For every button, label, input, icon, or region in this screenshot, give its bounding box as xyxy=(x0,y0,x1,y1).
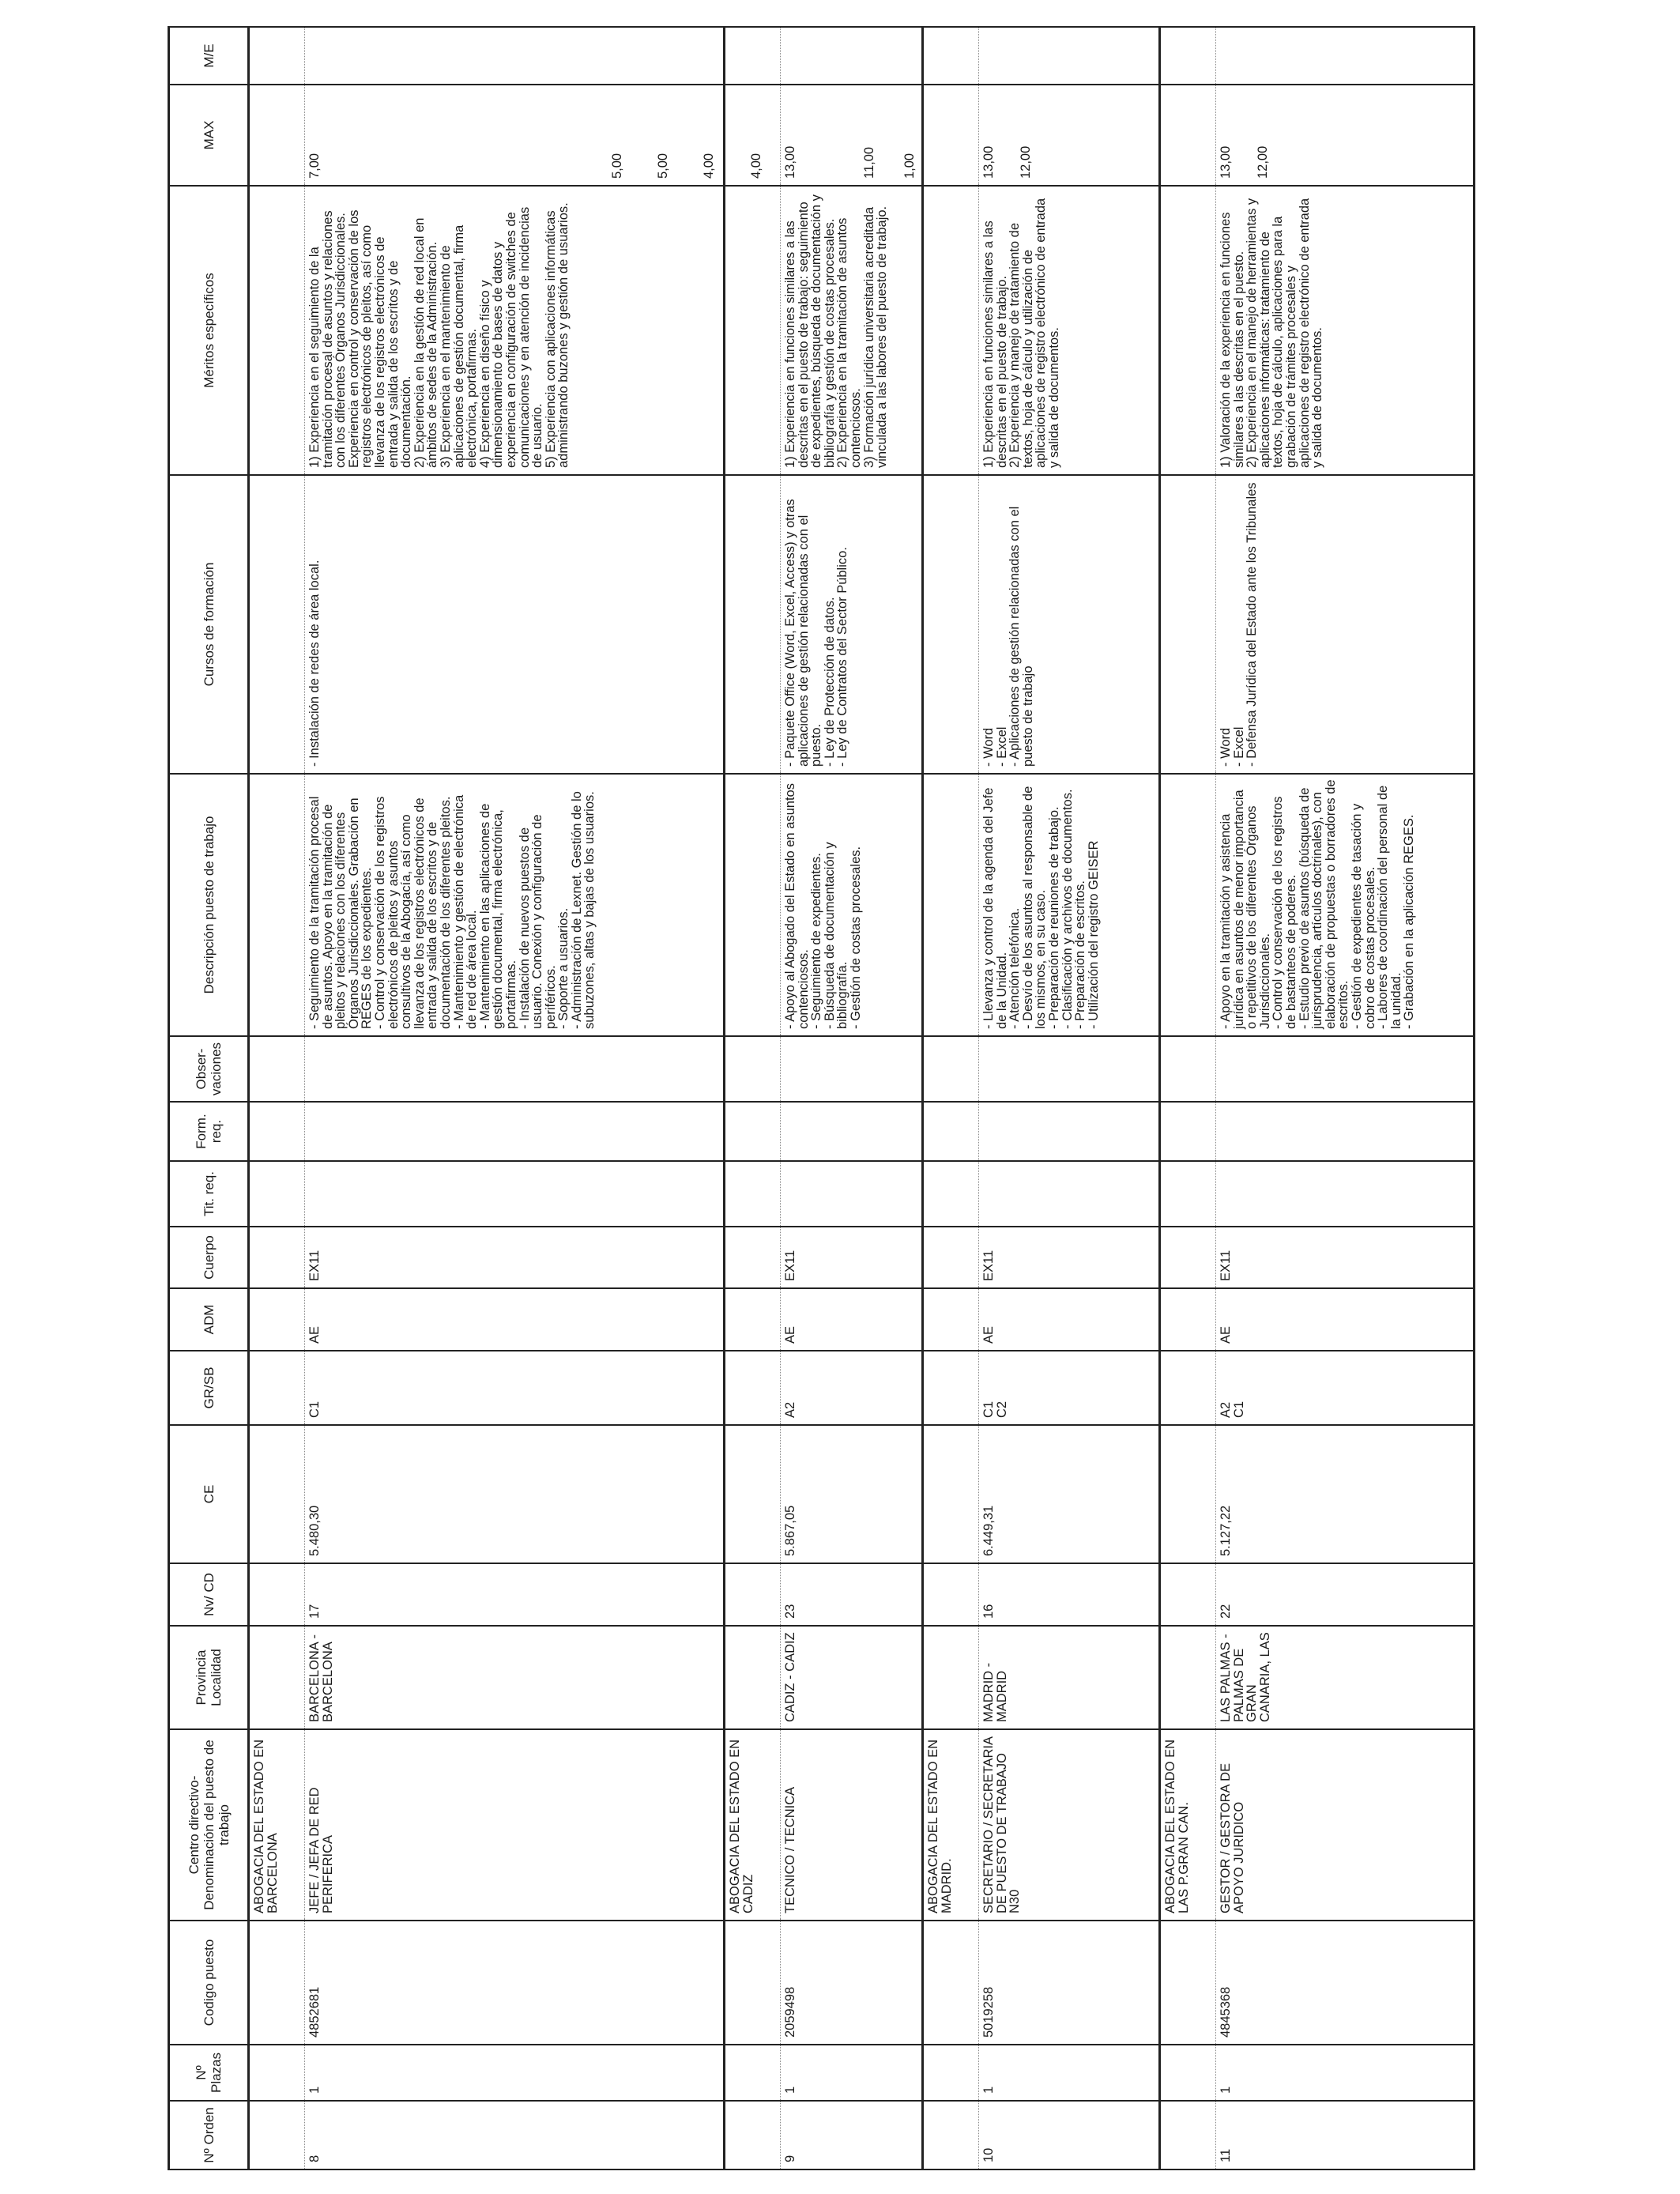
section-cell-me xyxy=(923,27,979,85)
section-cell-max xyxy=(249,85,305,186)
section-cell-cuerpo xyxy=(249,1227,305,1288)
section-cell-descripcion xyxy=(725,774,781,1036)
cell-obs xyxy=(1216,1036,1475,1102)
cell-ce: 6.449,31 xyxy=(979,1425,1160,1563)
header-obs: Obser-vaciones xyxy=(169,1036,249,1102)
cell-orden: 9 xyxy=(781,2101,923,2169)
cell-cuerpo: EX11 xyxy=(781,1227,923,1288)
cell-form xyxy=(1216,1102,1475,1161)
section-cell-tit xyxy=(249,1161,305,1227)
cell-nivel: 22 xyxy=(1216,1563,1475,1626)
puestos-table xyxy=(168,26,1475,2170)
section-cell-cuerpo xyxy=(923,1227,979,1288)
section-cell-grsb xyxy=(249,1351,305,1425)
max-value: 13,00 xyxy=(1219,145,1233,179)
header-provincia: Provincia Localidad xyxy=(169,1626,249,1729)
section-cell-nivel xyxy=(1160,1563,1216,1626)
section-cell-max xyxy=(923,85,979,186)
section-centro-directivo: ABOGACIA DEL ESTADO EN MADRID. xyxy=(923,1729,979,1921)
cell-codigo: 4845368 xyxy=(1216,1921,1475,2045)
section-cell-plazas xyxy=(1160,2045,1216,2101)
section-cell-codigo xyxy=(725,1921,781,2045)
cell-orden: 8 xyxy=(305,2101,725,2169)
cell-obs xyxy=(781,1036,923,1102)
cell-orden: 11 xyxy=(1216,2101,1475,2169)
cell-ce: 5.867,05 xyxy=(781,1425,923,1563)
cell-grsb: A2 C1 xyxy=(1216,1351,1475,1425)
section-cell-codigo xyxy=(1160,1921,1216,2045)
section-cell-tit xyxy=(1160,1161,1216,1227)
header-tit: Tit. req. xyxy=(169,1161,249,1227)
table-row xyxy=(1216,27,1475,2169)
section-cell-form xyxy=(1160,1102,1216,1161)
cell-meritos xyxy=(305,186,725,475)
max-value: 5,00 xyxy=(610,153,624,179)
header-form: Form. req. xyxy=(169,1102,249,1161)
table-row xyxy=(979,27,1160,2169)
header-me: M/E xyxy=(169,27,249,85)
table-row xyxy=(305,27,725,2169)
section-cell-obs xyxy=(725,1036,781,1102)
max-value: 5,00 xyxy=(656,153,670,179)
section-cell-meritos xyxy=(1160,186,1216,475)
section-cell-adm xyxy=(725,1288,781,1351)
cell-max xyxy=(305,85,763,186)
header-grsb: GR/SB xyxy=(169,1351,249,1425)
cell-codigo: 2059498 xyxy=(781,1921,923,2045)
cell-plazas: 1 xyxy=(781,2045,923,2101)
max-value: 4,00 xyxy=(749,153,763,179)
section-cell-form xyxy=(725,1102,781,1161)
section-cell-plazas xyxy=(923,2045,979,2101)
section-cell-provincia xyxy=(1160,1626,1216,1729)
merito-item: 2) Experiencia en la tramitación de asuntos contenciosos. xyxy=(835,217,863,468)
cell-orden: 10 xyxy=(979,2101,1160,2169)
cell-descripcion: - Apoyo en la tramitación y asistencia jurídica en asuntos de menor importancia o repetitivos de los diferentes Órganos Jurisdiccionales. - Control y conservación de los registros de bastanteos de poderes. - Estudio previo de asuntos (búsqueda de jurisprudencia, artículos doctrinales), con elaboración de propuestas o borradores de escritos. - Gestión de expedientes de tasación y cobro de costas procesales. - Labores de coordinación del personal de la unidad. - Grabación en la aplicación REGES. xyxy=(1216,774,1475,1036)
section-cell-obs xyxy=(1160,1036,1216,1102)
cell-form xyxy=(781,1102,923,1161)
cell-form xyxy=(979,1102,1160,1161)
header-orden: Nº Orden xyxy=(169,2101,249,2169)
cell-grsb: A2 xyxy=(781,1351,923,1425)
cell-cursos: - Paquete Office (Word, Excel, Access) y otras aplicaciones de gestión relacionadas con el puesto. - Ley de Protección de datos. - Ley de Contratos del Sector Público. xyxy=(781,475,923,774)
section-cell-plazas xyxy=(249,2045,305,2101)
section-cell-plazas xyxy=(725,2045,781,2101)
section-cell-adm xyxy=(1160,1288,1216,1351)
header-meritos: Méritos específicos xyxy=(169,186,249,475)
cell-adm: AE xyxy=(1216,1288,1475,1351)
cell-cursos: - Instalación de redes de área local. xyxy=(305,475,725,774)
section-cell-meritos xyxy=(923,186,979,475)
cell-form xyxy=(305,1102,725,1161)
cell-max xyxy=(979,85,1160,186)
section-cell-provincia xyxy=(249,1626,305,1729)
section-cell-cursos xyxy=(249,475,305,774)
cell-provincia: BARCELONA - BARCELONA xyxy=(305,1626,725,1729)
cell-tit xyxy=(305,1161,725,1227)
section-cell-ce xyxy=(1160,1425,1216,1563)
cell-provincia: MADRID - MADRID xyxy=(979,1626,1160,1729)
cell-me xyxy=(979,27,1160,85)
cell-plazas: 1 xyxy=(979,2045,1160,2101)
header-max: MAX xyxy=(169,85,249,186)
section-cell-cuerpo xyxy=(1160,1227,1216,1288)
cell-tit xyxy=(781,1161,923,1227)
section-cell-me xyxy=(1160,27,1216,85)
cell-ce: 5.480,30 xyxy=(305,1425,725,1563)
section-cell-codigo xyxy=(923,1921,979,2045)
merito-item: 3) Formación jurídica universitaria acreditada vinculada a las labores del puesto de trabajo. xyxy=(861,205,890,468)
section-cell-meritos xyxy=(725,186,781,475)
section-cell-obs xyxy=(249,1036,305,1102)
header-plazas: Nº Plazas xyxy=(169,2045,249,2101)
header-ce: CE xyxy=(169,1425,249,1563)
section-cell-descripcion xyxy=(249,774,305,1036)
header-centro: Centro directivo- Denominación del puesto de trabajo xyxy=(169,1729,249,1921)
cell-codigo: 4852681 xyxy=(305,1921,725,2045)
cell-max xyxy=(1216,85,1475,186)
cell-grsb: C1 xyxy=(305,1351,725,1425)
cell-denominacion: TECNICO / TECNICA xyxy=(781,1729,923,1921)
cell-denominacion: GESTOR / GESTORA DE APOYO JURIDICO xyxy=(1216,1729,1475,1921)
cell-codigo: 5019258 xyxy=(979,1921,1160,2045)
section-cell-grsb xyxy=(725,1351,781,1425)
cell-meritos xyxy=(979,186,1160,475)
table-header xyxy=(169,27,249,2169)
section-cell-descripcion xyxy=(923,774,979,1036)
merito-item: 3) Experiencia en el mantenimiento de aplicaciones de gestión documental, firma electrónica, portafirmas. xyxy=(438,224,480,468)
cell-adm: AE xyxy=(305,1288,725,1351)
section-row xyxy=(249,27,305,2169)
merito-item: 1) Experiencia en funciones similares a las descritas en el puesto de trabajo. xyxy=(981,221,1009,468)
cell-nivel: 16 xyxy=(979,1563,1160,1626)
section-cell-cursos xyxy=(725,475,781,774)
cell-tit xyxy=(979,1161,1160,1227)
rotated-landscape-table xyxy=(168,28,1571,2170)
section-cell-orden xyxy=(725,2101,781,2169)
section-cell-grsb xyxy=(923,1351,979,1425)
section-centro-directivo: ABOGACIA DEL ESTADO EN LAS P.GRAN CAN. xyxy=(1160,1729,1216,1921)
cell-denominacion: JEFE / JEFA DE RED PERIFERICA xyxy=(305,1729,725,1921)
section-cell-tit xyxy=(725,1161,781,1227)
section-cell-provincia xyxy=(923,1626,979,1729)
max-value: 12,00 xyxy=(1256,145,1270,179)
section-cell-nivel xyxy=(249,1563,305,1626)
header-descripcion: Descripción puesto de trabajo xyxy=(169,774,249,1036)
max-value: 11,00 xyxy=(862,146,876,179)
section-cell-nivel xyxy=(923,1563,979,1626)
section-centro-directivo: ABOGACIA DEL ESTADO EN CADIZ xyxy=(725,1729,781,1921)
cell-cursos: - Word - Excel - Aplicaciones de gestión relacionadas con el puesto de trabajo xyxy=(979,475,1160,774)
cell-meritos xyxy=(1216,186,1475,475)
table-body xyxy=(249,27,1475,2169)
cell-cuerpo: EX11 xyxy=(979,1227,1160,1288)
section-cell-cursos xyxy=(1160,475,1216,774)
max-value: 7,00 xyxy=(307,153,322,179)
section-cell-cursos xyxy=(923,475,979,774)
section-cell-meritos xyxy=(249,186,305,475)
max-value: 12,00 xyxy=(1019,145,1033,179)
merito-item: 1) Experiencia en funciones similares a las descritas en el puesto de trabajo: seguimiento de expedientes, búsqueda de documentación y bibliografía y gestión de costas procesales. xyxy=(783,194,837,468)
section-cell-ce xyxy=(249,1425,305,1563)
section-cell-orden xyxy=(249,2101,305,2169)
header-codigo: Codigo puesto xyxy=(169,1921,249,2045)
max-value: 13,00 xyxy=(981,145,996,179)
cell-cuerpo: EX11 xyxy=(305,1227,725,1288)
section-row xyxy=(725,27,781,2169)
section-cell-tit xyxy=(923,1161,979,1227)
cell-me xyxy=(1216,27,1475,85)
section-cell-me xyxy=(249,27,305,85)
cell-max xyxy=(781,85,923,186)
section-cell-provincia xyxy=(725,1626,781,1729)
section-cell-adm xyxy=(249,1288,305,1351)
cell-descripcion: - Llevanza y control de la agenda del Jefe de la Unidad. - Atención telefónica. - Desvío de los asuntos al responsable de los mismos, en su caso. - Preparación de reuniones de trabajo. - Clasificación y archivos de documentos. - Preparación de escritos. - Utilización del registro GEISER xyxy=(979,774,1160,1036)
cell-plazas: 1 xyxy=(1216,2045,1475,2101)
section-cell-form xyxy=(923,1102,979,1161)
header-cuerpo: Cuerpo xyxy=(169,1227,249,1288)
section-cell-orden xyxy=(1160,2101,1216,2169)
cell-provincia: CADIZ - CADIZ xyxy=(781,1626,923,1729)
cell-cuerpo: EX11 xyxy=(1216,1227,1475,1288)
cell-me xyxy=(781,27,923,85)
section-cell-descripcion xyxy=(1160,774,1216,1036)
merito-item: 1) Experiencia en el seguimiento de la tramitación procesal de asuntos y relaciones con los diferentes Órganos Jurisdiccionales. Experiencia en control y conservación de los registros electrónicos de pleitos, así como llevanza de los registros electrónicos de entrada y salida de los escritos y de documentación. xyxy=(307,209,414,468)
max-value: 13,00 xyxy=(783,145,797,179)
cell-ce: 5.127,22 xyxy=(1216,1425,1475,1563)
section-cell-adm xyxy=(923,1288,979,1351)
section-cell-ce xyxy=(923,1425,979,1563)
cell-plazas: 1 xyxy=(305,2045,725,2101)
cell-obs xyxy=(979,1036,1160,1102)
header-cursos: Cursos de formación xyxy=(169,475,249,774)
section-cell-cuerpo xyxy=(725,1227,781,1288)
cell-nivel: 17 xyxy=(305,1563,725,1626)
cell-obs xyxy=(305,1036,725,1102)
section-centro-directivo: ABOGACIA DEL ESTADO EN BARCELONA xyxy=(249,1729,305,1921)
merito-item: 1) Valoración de la experiencia en funciones similares a las descritas en el puesto. xyxy=(1219,212,1246,468)
cell-denominacion: SECRETARIO / SECRETARIA DE PUESTO DE TRABAJO N30 xyxy=(979,1729,1160,1921)
section-cell-obs xyxy=(923,1036,979,1102)
section-cell-form xyxy=(249,1102,305,1161)
cell-me xyxy=(305,27,725,85)
cell-provincia: LAS PALMAS - PALMAS DE GRAN CANARIA, LAS xyxy=(1216,1626,1475,1729)
merito-item: 2) Experiencia en la gestión de red local en ámbitos de sedes de la Administración. xyxy=(412,217,440,468)
cell-adm: AE xyxy=(781,1288,923,1351)
section-cell-codigo xyxy=(249,1921,305,2045)
cell-descripcion: - Apoyo al Abogado del Estado en asuntos contenciosos. - Seguimiento de expedientes. - Búsqueda de documentación y bibliografía. - Gestión de costas procesales. xyxy=(781,774,923,1036)
section-cell-max xyxy=(1160,85,1216,186)
cell-meritos xyxy=(781,186,923,475)
merito-item: 2) Experiencia en el manejo de herramientas y aplicaciones informáticas: tratamiento de textos, hoja de cálculo, aplicaciones para la grabación de trámites procesales y aplicaciones de registro electrónico de entrada y salida de documentos. xyxy=(1245,198,1325,468)
cell-adm: AE xyxy=(979,1288,1160,1351)
section-cell-me xyxy=(725,27,781,85)
cell-cursos: - Word - Excel - Defensa Jurídica del Estado ante los Tribunales xyxy=(1216,475,1475,774)
section-row xyxy=(923,27,979,2169)
section-cell-ce xyxy=(725,1425,781,1563)
merito-item: 2) Experiencia y manejo de tratamiento de textos, hoja de cálculo y utilización de aplicaciones de registro electrónico de entrada y salida de documentos. xyxy=(1008,198,1061,468)
header-nivel: Nv/ CD xyxy=(169,1563,249,1626)
cell-grsb: C1 C2 xyxy=(979,1351,1160,1425)
cell-nivel: 23 xyxy=(781,1563,923,1626)
section-row xyxy=(1160,27,1216,2169)
cell-descripcion: - Seguimiento de la tramitación procesal de asuntos. Apoyo en la tramitación de pleitos y relaciones con los diferentes Órganos Jurisdiccionales. Grabación en REGES de los expedientes. - Control y conservación de los registros electrónicos de pleitos y asuntos consultivos de la Abogacía, así como llevanza de los registros electrónicos de entrada y salida de los escritos y de documentación de los diferentes pleitos. - Mantenimiento y gestión de electrónica de red de área local. - Mantenimiento en las aplicaciones de gestión documental, firma electrónica, portafirmas. - Instalación de nuevos puestos de usuario. Conexión y configuración de periféricos. - Soporte a usuarios. - Administración de Lexnet. Gestión de lo subuzones, altas y bajas de los usuarios. xyxy=(305,774,725,1036)
max-value: 4,00 xyxy=(702,153,716,179)
cell-tit xyxy=(1216,1161,1475,1227)
section-cell-nivel xyxy=(725,1563,781,1626)
section-cell-grsb xyxy=(1160,1351,1216,1425)
header-adm: ADM xyxy=(169,1288,249,1351)
merito-item: 4) Experiencia en diseño físico y dimensionamiento de bases de datos y experiencia en configuración de switches de comunicaciones y en atención de incidencias de usuario. xyxy=(477,206,545,468)
merito-item: 5) Experiencia con aplicaciones informáticas administrando buzones y gestión de usuarios. xyxy=(543,202,571,468)
table-row xyxy=(781,27,923,2169)
max-value: 1,00 xyxy=(902,153,917,179)
section-cell-orden xyxy=(923,2101,979,2169)
